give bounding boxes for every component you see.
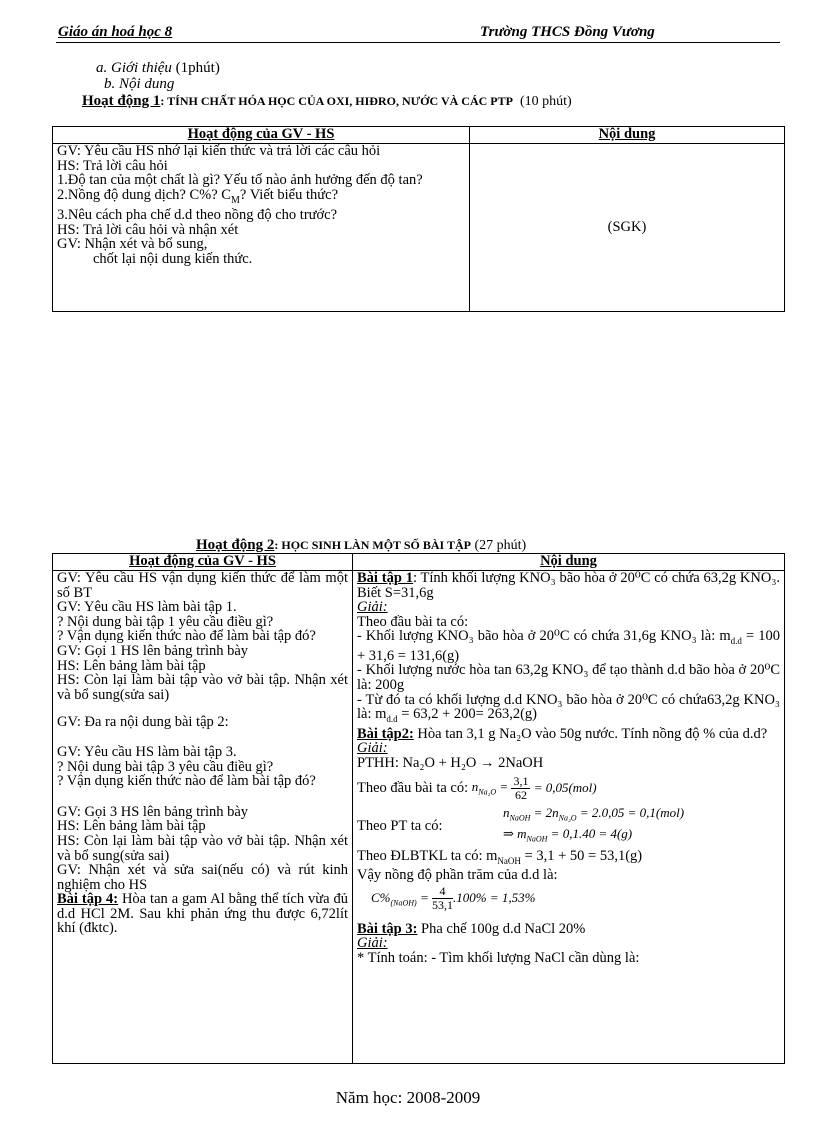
eq2-end: = 0,1.40 = 4(g) — [547, 825, 633, 841]
a1-line-3b: ? Viết biểu thức? — [239, 186, 339, 203]
a2-left-4: GV: Gọi 1 HS lên bảng trình bày — [57, 642, 249, 659]
eq1-n: n — [503, 804, 510, 820]
intro-a-time: (1phút) — [175, 60, 220, 76]
a2-left-9: ? Nội dung bài tập 3 yêu cầu điều gì? — [57, 758, 274, 775]
bt2-mol — [357, 775, 780, 802]
page-footer: Năm học: 2008-2009 — [335, 1088, 481, 1107]
intro-a — [96, 60, 220, 76]
activity1-time: (10 phút) — [519, 94, 572, 109]
bt1-giai: Giải: — [357, 599, 388, 616]
bt1-label: Bài tập 1 — [357, 570, 413, 586]
a1-line-2: 1.Độ tan của một chất là gì? Yếu tố nào ảnh hưởng đến độ tan? — [57, 172, 423, 189]
a2-left-1: GV: Yêu cầu HS làm bài tập 1. — [57, 599, 237, 616]
activity2-left-cell — [53, 571, 353, 1064]
activity1-left-cell — [53, 144, 470, 312]
activity1-heading — [82, 93, 572, 110]
intro — [96, 60, 220, 92]
a1-line-5: HS: Trả lời câu hỏi và nhận xét — [57, 221, 239, 238]
bt2-text: Hòa tan 3,1 g Na₂O vào 50g nước. Tính nồng độ % của d.d? — [413, 725, 768, 742]
eq1-sub: NaOH — [509, 813, 531, 823]
a1-line-0: GV: Yêu cầu HS nhớ lại kiến thức và trả lời các câu hỏi — [57, 143, 381, 159]
n-na2o: $n_{Na_2O}$ = — [471, 779, 512, 797]
bt2-giai: Giải: — [357, 740, 388, 757]
dlbtkl-end: = 3,1 + 50 = 53,1(g) — [520, 847, 643, 864]
intro-b — [96, 76, 220, 92]
a1-line-3a: 2.Nồng độ dung dịch? C%? C — [57, 186, 231, 203]
activity2-label: Hoạt động 2 — [196, 537, 275, 553]
bt1-line-4 — [357, 693, 780, 727]
bt2-dlbtkl — [357, 849, 780, 868]
activity1-label: Hoạt động 1 — [82, 93, 161, 109]
a2-left-3: ? Vận dụng kiến thức nào để làm bài tập đó? — [57, 628, 316, 645]
bt2-vay: Vậy nồng độ phần trăm của d.d là: — [357, 866, 558, 883]
activity1-table — [52, 126, 785, 312]
a2-left-2: ? Nội dung bài tập 1 yêu cầu điều gì? — [57, 613, 274, 630]
activity1-col2: Nội dung — [470, 127, 785, 144]
a1-line-6: GV: Nhận xét và bổ sung, — [57, 236, 208, 253]
a2-left-10: ? Vận dụng kiến thức nào để làm bài tập đó? — [57, 773, 316, 790]
bt3-block — [357, 922, 780, 937]
bt2-pt-block — [357, 806, 780, 846]
bt1-l4-sub: d.d — [386, 714, 398, 725]
bt3-giai: Giải: — [357, 935, 388, 952]
n-na2o-sub: Na₂O — [478, 787, 497, 797]
bt1-block — [357, 571, 780, 600]
fraction-1 — [511, 775, 530, 802]
bt2-theo-pt: Theo PT ta có: — [357, 817, 443, 834]
a2-left-15 — [57, 892, 348, 936]
bt3-text: Pha chế 100g d.d NaCl 20% — [417, 920, 586, 937]
bt2-pthh: PTHH: Na₂O + H₂O → 2NaOH — [357, 754, 544, 771]
activity2-right-cell — [353, 571, 785, 1064]
bt3-label: Bài tập 3: — [357, 920, 418, 937]
c-pct: C% — [371, 889, 391, 905]
activity2-col2: Nội dung — [353, 554, 785, 571]
a2-left-5: HS: Lên bảng làm bài tập — [57, 657, 206, 674]
dlbtkl-text: Theo ĐLBTKL ta có: m — [357, 847, 498, 864]
eq1-end: = 2.0,05 = 0,1(mol) — [576, 804, 685, 820]
intro-a-label: a. Giới thiệu — [96, 60, 172, 76]
fraction-2 — [432, 885, 453, 912]
eq1-sub2: Na₂O — [558, 813, 577, 823]
eq1-rest: = 2n — [530, 804, 559, 820]
a2-left-13: HS: Còn lại làm bài tập vào vở bài tập. Nhận xét và bổ sung(sửa sai) — [57, 832, 348, 864]
activity2-title: : HỌC SINH LÀN MỘT SỐ BÀI TẬP — [274, 538, 471, 552]
a1-line-4: 3.Nêu cách pha chế d.d theo nồng độ cho trước? — [57, 207, 338, 224]
dlbtkl-sub: NaOH — [497, 855, 521, 866]
bt1-text: : Tính khối lượng KNO₃ bão hòa ở 20⁰C có chứa 63,2g KNO₃. Biết S=31,6g — [357, 570, 781, 601]
a1-line-7: chốt lại nội dung kiến thức. — [93, 251, 253, 268]
a2-left-8: GV: Yêu cầu HS làm bài tập 3. — [57, 743, 237, 760]
bt1-l2b: = 100 + 31,6 = 131,6(g) — [357, 628, 780, 664]
eq2-sub: NaOH — [526, 834, 548, 844]
eq-1 — [503, 806, 684, 826]
frac1-res: = 0,05(mol) — [530, 779, 597, 795]
bt2-block — [357, 727, 780, 742]
header-left: Giáo án hoá học 8 — [58, 24, 173, 40]
activity2-table — [52, 553, 785, 1064]
frac1-den: 62 — [514, 787, 527, 802]
a2-left-0: GV: Yêu cầu HS vận dụng kiến thức để làm một số BT — [57, 570, 348, 601]
intro-b-label: b. Nội dung — [104, 76, 175, 92]
bt1-l2a: - Khối lượng KNO₃ bão hòa ở 20⁰C có chứa 31,6g KNO₃ là: m — [357, 628, 731, 645]
a1-line-3 — [57, 188, 465, 208]
activity1-content: (SGK) — [470, 144, 785, 312]
activity2-col1: Hoạt động của GV - HS — [53, 554, 353, 571]
bt2-percent: $C\%_{(NaOH)}$ = $\frac{4}{53,1}$ .100% = 1,53% — [371, 883, 536, 912]
activity1-title: : TÍNH CHẤT HÓA HỌC CỦA OXI, HIĐRO, NƯỚC VÀ CÁC PTP — [160, 94, 513, 108]
a2-left-12: HS: Lên bảng làm bài tập — [57, 818, 206, 835]
eq2-m: ⇒ m — [503, 825, 527, 841]
a1-line-1: HS: Trả lời câu hỏi — [57, 157, 168, 174]
a2-left-7: GV: Đa ra nội dung bài tập 2: — [57, 714, 229, 731]
a2-left-6: HS: Còn lại làm bài tập vào vở bài tập. Nhận xét và bổ sung(sửa sai) — [57, 672, 348, 703]
bt1-l4b: = 63,2 + 200= 263,2(g) — [397, 706, 537, 723]
bt1-l4a: - Từ đó ta có khối lượng d.d KNO₃ bão hòa ở 20⁰C có chứa63,2g KNO₃ là: m — [357, 691, 780, 723]
frac2-den: 53,1 — [432, 897, 453, 912]
frac1-num: 3,1 — [513, 773, 529, 788]
bt1-line-3: - Khối lượng nước hòa tan 63,2g KNO₃ để tạo thành d.d bão hòa ở 20⁰C là: 200g — [357, 662, 780, 694]
c-sub: (NaOH) — [390, 898, 417, 908]
a1-line-3-sub: M — [230, 194, 240, 206]
bt3-tinh-toan: * Tính toán: - Tìm khối lượng NaCl cần dùng là: — [357, 949, 640, 966]
n-na2o-n: n — [471, 779, 479, 795]
bt1-l2-sub: d.d — [730, 636, 742, 647]
bt4-text: Hòa tan a gam Al bằng thể tích vừa đủ d.d HCl 2M. Sau khi phản ứng thu được 6,72lít khí (đktc). — [57, 891, 348, 937]
eq-2 — [503, 827, 632, 847]
bt2-theo-dau: Theo đầu bài ta có: — [357, 779, 469, 796]
frac2-res: .100% = 1,53% — [453, 889, 536, 905]
bt1-line-2 — [357, 629, 780, 663]
activity2-time: (27 phút) — [474, 538, 527, 553]
activity2-heading — [196, 537, 526, 554]
a2-left-11: GV: Gọi 3 HS lên bảng trình bày — [57, 803, 249, 820]
bt2-label: Bài tập2: — [357, 725, 414, 742]
bt4-label: Bài tập 4: — [57, 891, 119, 908]
header-right: Trường THCS Đồng Vương — [480, 24, 655, 40]
activity1-col1: Hoạt động của GV - HS — [53, 127, 470, 144]
frac2-num: 4 — [432, 885, 453, 899]
a2-left-14: GV: Nhận xét và sửa sai(nếu có) và rút kinh nghiệm cho HS — [57, 862, 348, 893]
page-header — [56, 22, 780, 43]
bt1-line-1: Theo đầu bài ta có: — [357, 613, 469, 630]
